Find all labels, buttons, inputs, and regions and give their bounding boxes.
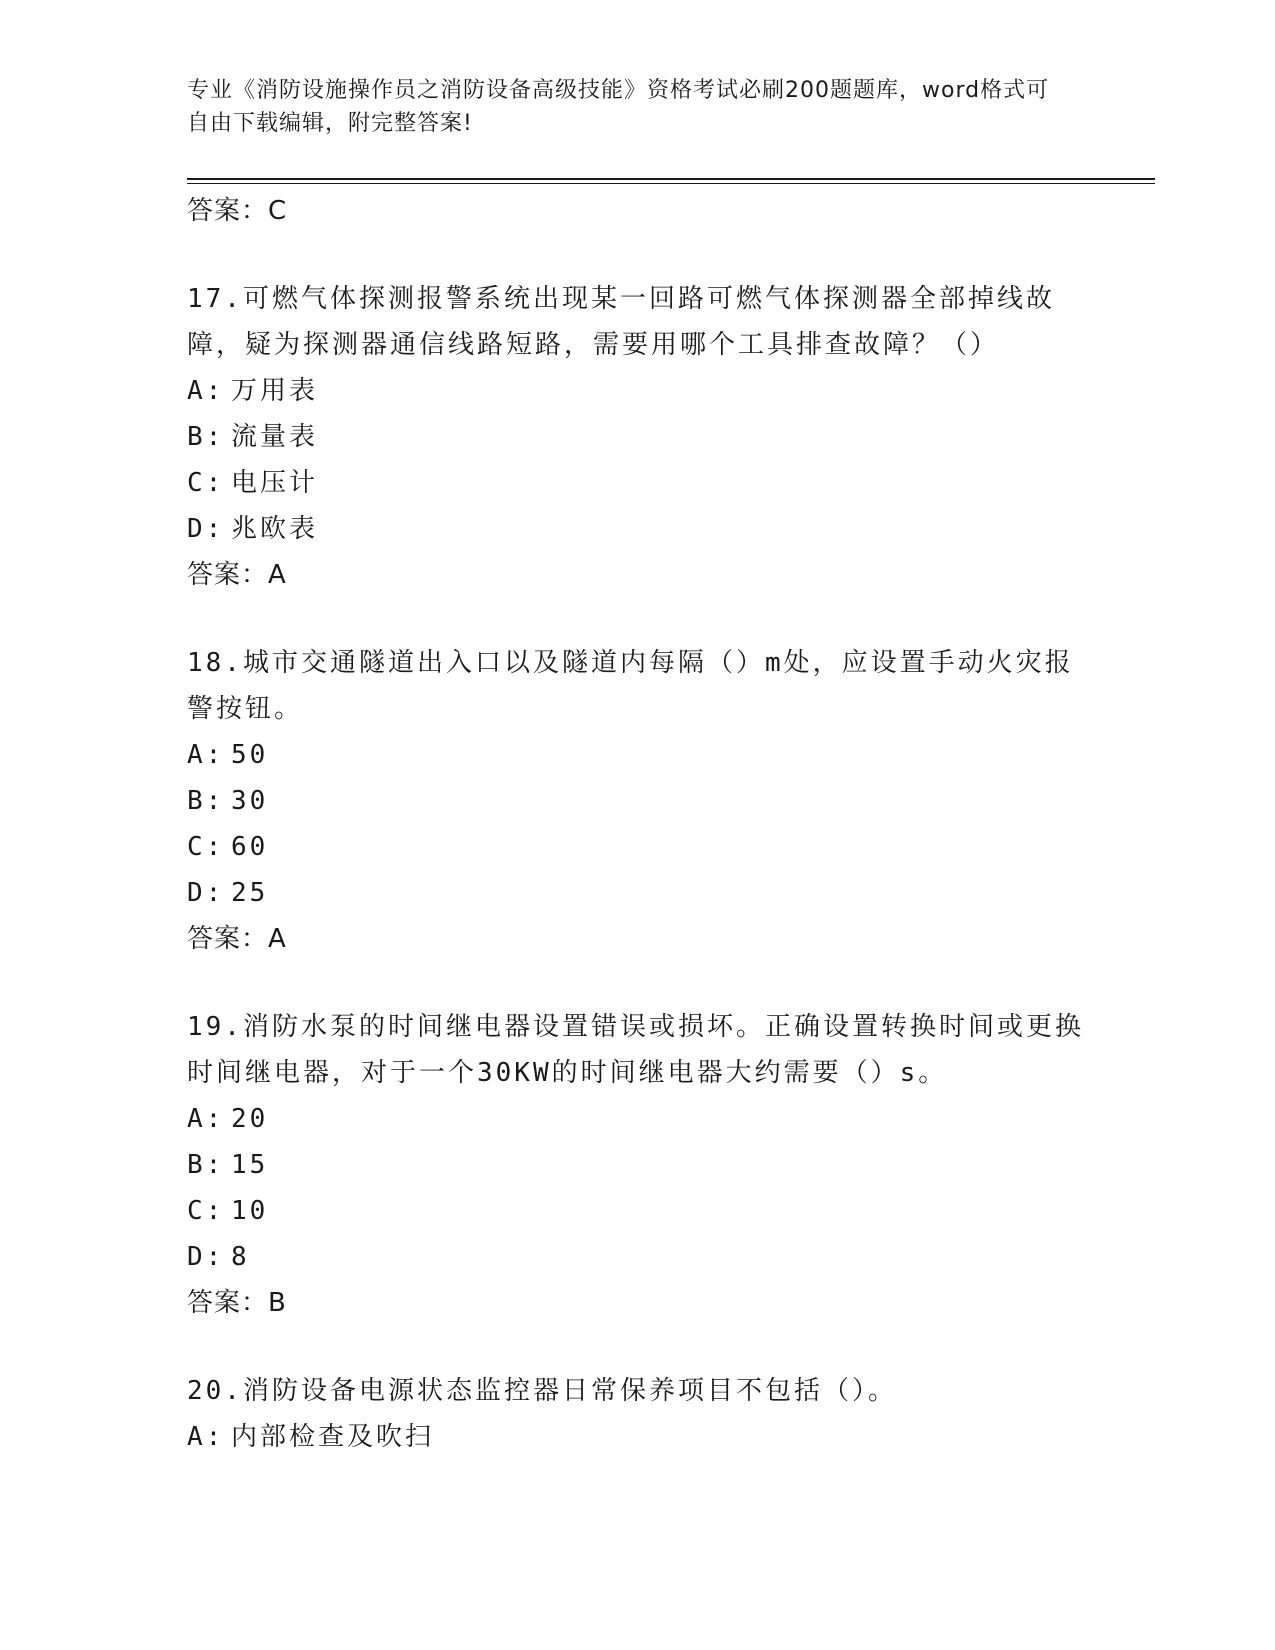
option-label: B: [187, 1150, 225, 1180]
question-20 [187, 1368, 1087, 1460]
question-text: 17.可燃气体探测报警系统出现某一回路可燃气体探测器全部掉线故障，疑为探测器通信线路短路，需要用哪个工具排查故障？（） [187, 284, 1055, 360]
question-19 [187, 1004, 1087, 1326]
option-value: 60 [231, 832, 269, 862]
option-d [187, 870, 1087, 916]
option-a [187, 732, 1087, 778]
option-label: C: [187, 1196, 225, 1226]
option-label: B: [187, 786, 225, 816]
document-header: 专业《消防设施操作员之消防设备高级技能》资格考试必刷200题题库，word格式可自由下载编辑，附完整答案! [187, 78, 1050, 136]
answer-line: 答案：A [187, 924, 287, 954]
option-label: D: [187, 878, 225, 908]
option-b [187, 1142, 1087, 1188]
option-d [187, 506, 1087, 552]
option-label: A: [187, 1104, 225, 1134]
option-value: 20 [231, 1104, 269, 1134]
option-value: 15 [231, 1150, 269, 1180]
question-text: 19.消防水泵的时间继电器设置错误或损坏。正确设置转换时间或更换时间继电器，对于一个30KW的时间继电器大约需要（）s。 [187, 1012, 1084, 1088]
option-value: 万用表 [231, 376, 319, 406]
option-value: 25 [231, 878, 269, 908]
option-a [187, 1096, 1087, 1142]
option-a [187, 1414, 1087, 1460]
option-c [187, 824, 1087, 870]
answer-line: 答案：B [187, 1288, 287, 1318]
option-value: 8 [231, 1242, 250, 1272]
option-label: D: [187, 1242, 225, 1272]
option-d [187, 1234, 1087, 1280]
option-label: A: [187, 376, 225, 406]
option-value: 流量表 [231, 422, 319, 452]
header-divider-thick [187, 178, 1155, 180]
option-value: 兆欧表 [231, 514, 319, 544]
option-label: B: [187, 422, 225, 452]
option-label: D: [187, 514, 225, 544]
option-value: 电压计 [231, 468, 319, 498]
question-list [187, 188, 1087, 1460]
answer-line: 答案：A [187, 560, 287, 590]
option-label: A: [187, 740, 225, 770]
question-text: 18.城市交通隧道出入口以及隧道内每隔（）m处，应设置手动火灾报警按钮。 [187, 648, 1074, 724]
option-label: C: [187, 832, 225, 862]
question-18 [187, 640, 1087, 962]
question-text: 20.消防设备电源状态监控器日常保养项目不包括（）。 [187, 1376, 897, 1406]
option-value: 50 [231, 740, 269, 770]
option-a [187, 368, 1087, 414]
question-17 [187, 276, 1087, 598]
option-c [187, 460, 1087, 506]
option-c [187, 1188, 1087, 1234]
option-b [187, 414, 1087, 460]
option-label: C: [187, 468, 225, 498]
option-value: 内部检查及吹扫 [231, 1422, 435, 1452]
header-divider-thin [187, 183, 1155, 184]
option-b [187, 778, 1087, 824]
option-label: A: [187, 1422, 225, 1452]
answer-line: 答案：C [187, 196, 288, 226]
option-value: 10 [231, 1196, 269, 1226]
option-value: 30 [231, 786, 269, 816]
